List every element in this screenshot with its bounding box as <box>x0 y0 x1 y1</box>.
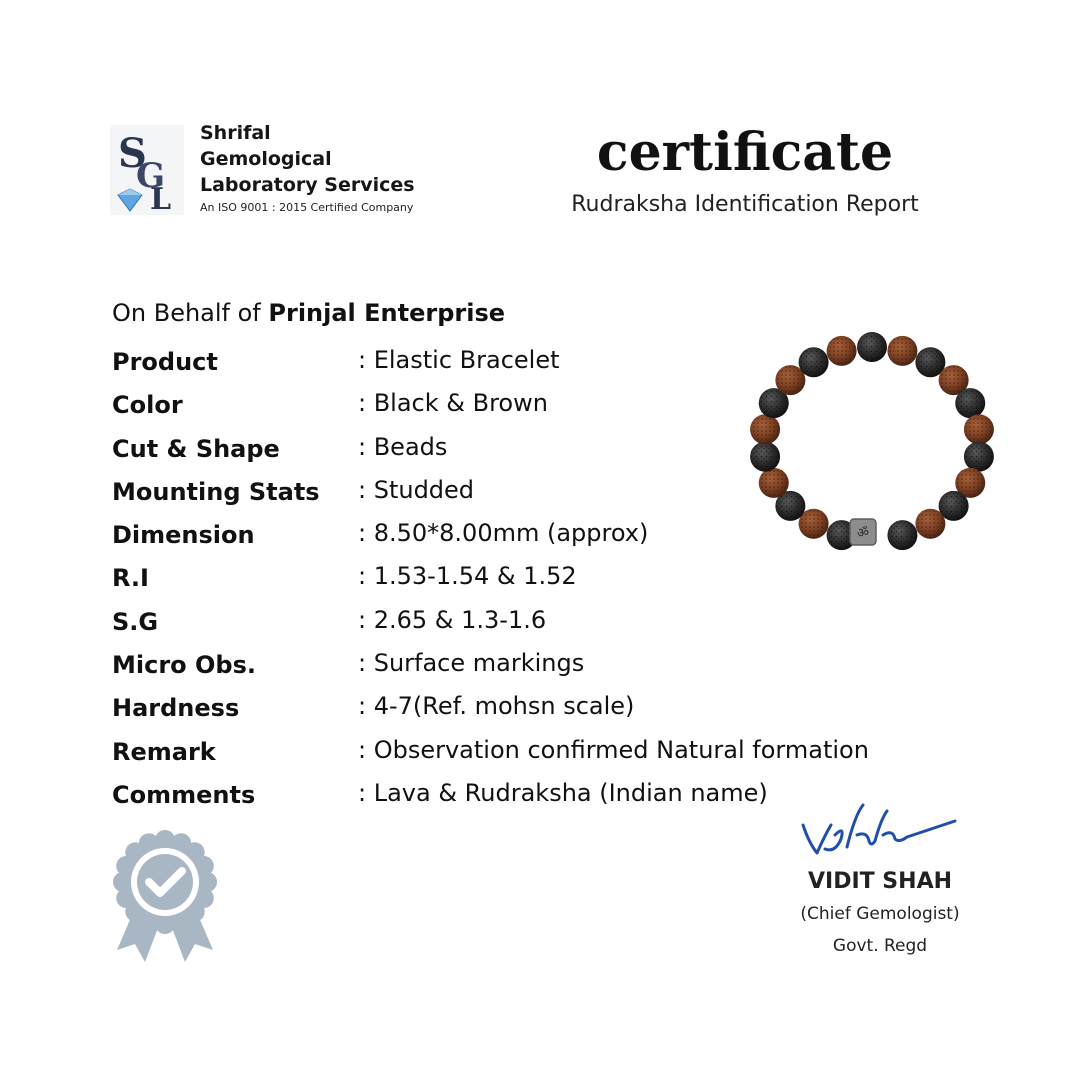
detail-row <box>112 648 952 691</box>
detail-value: : 4-7(Ref. mohsn scale) <box>358 692 635 721</box>
detail-label: Color <box>112 391 183 420</box>
certificate-title: certificate <box>596 122 894 183</box>
behalf-prefix: On Behalf of <box>112 299 269 327</box>
detail-label: Dimension <box>112 521 255 550</box>
detail-value: : 2.65 & 1.3-1.6 <box>358 605 547 634</box>
detail-value: : Beads <box>358 432 448 461</box>
award-ribbon-check-icon <box>105 820 225 970</box>
detail-label: Comments <box>112 780 256 809</box>
bead-texture <box>827 336 857 366</box>
detail-label: Hardness <box>112 694 240 723</box>
bracelet-image <box>740 325 1005 565</box>
company-name-line: Shrifal <box>200 122 271 144</box>
detail-value: : Studded <box>358 475 475 504</box>
iso-certification: An ISO 9001 : 2015 Certified Company <box>200 201 414 214</box>
detail-value: : Surface markings <box>358 649 585 678</box>
signature <box>795 795 965 865</box>
bead-texture <box>759 468 789 498</box>
award-badge <box>105 820 225 970</box>
detail-value: : Lava & Rudraksha (Indian name) <box>358 778 768 807</box>
detail-label: Micro Obs. <box>112 651 256 680</box>
detail-label: Mounting Stats <box>112 477 320 506</box>
charm-bead <box>850 519 876 545</box>
detail-label: R.I <box>112 564 149 593</box>
detail-value: : Black & Brown <box>358 389 548 418</box>
handwritten-signature <box>795 795 965 865</box>
company-name-line: Gemological <box>200 148 332 170</box>
company-name-block <box>200 120 415 216</box>
detail-label: Product <box>112 348 218 376</box>
bead-texture <box>799 347 829 377</box>
bead-texture <box>750 414 780 444</box>
bead-texture <box>857 332 887 362</box>
detail-label: S.G <box>112 607 159 636</box>
bead-texture <box>887 520 917 550</box>
signatory-name: VIDIT SHAH <box>807 869 953 894</box>
certificate-subtitle: Rudraksha Identification Report <box>571 192 919 217</box>
client-name: Prinjal Enterprise <box>268 299 506 327</box>
signatory-registration: Govt. Regd <box>832 936 928 956</box>
sgl-logo-icon <box>110 125 184 215</box>
detail-label: Cut & Shape <box>112 434 280 463</box>
svg-text:S: S <box>118 130 147 177</box>
detail-value: : 1.53-1.54 & 1.52 <box>358 562 577 591</box>
detail-label: Remark <box>112 737 216 766</box>
detail-value: : Observation confirmed Natural formation <box>358 735 869 764</box>
behalf-line <box>112 297 505 329</box>
detail-value: : Elastic Bracelet <box>358 346 560 374</box>
bead-texture <box>750 442 780 472</box>
bracelet-illustration <box>740 325 1005 565</box>
svg-text:G: G <box>136 156 166 196</box>
company-logo <box>110 125 184 215</box>
bead-texture <box>955 388 985 418</box>
svg-text:ॐ: ॐ <box>857 526 869 541</box>
bead-texture <box>964 442 994 472</box>
bead-texture <box>887 336 917 366</box>
bead-texture <box>964 414 994 444</box>
detail-row <box>112 561 952 604</box>
svg-text:L: L <box>150 182 172 215</box>
bead-texture <box>915 509 945 539</box>
detail-value: : 8.50*8.00mm (approx) <box>358 519 649 548</box>
company-name-line: Laboratory Services <box>200 174 415 196</box>
signatory-block <box>770 866 990 962</box>
detail-row <box>112 605 952 648</box>
detail-row <box>112 735 952 778</box>
title-block <box>540 120 950 220</box>
signatory-title: (Chief Gemologist) <box>800 904 960 924</box>
detail-row <box>112 691 952 734</box>
